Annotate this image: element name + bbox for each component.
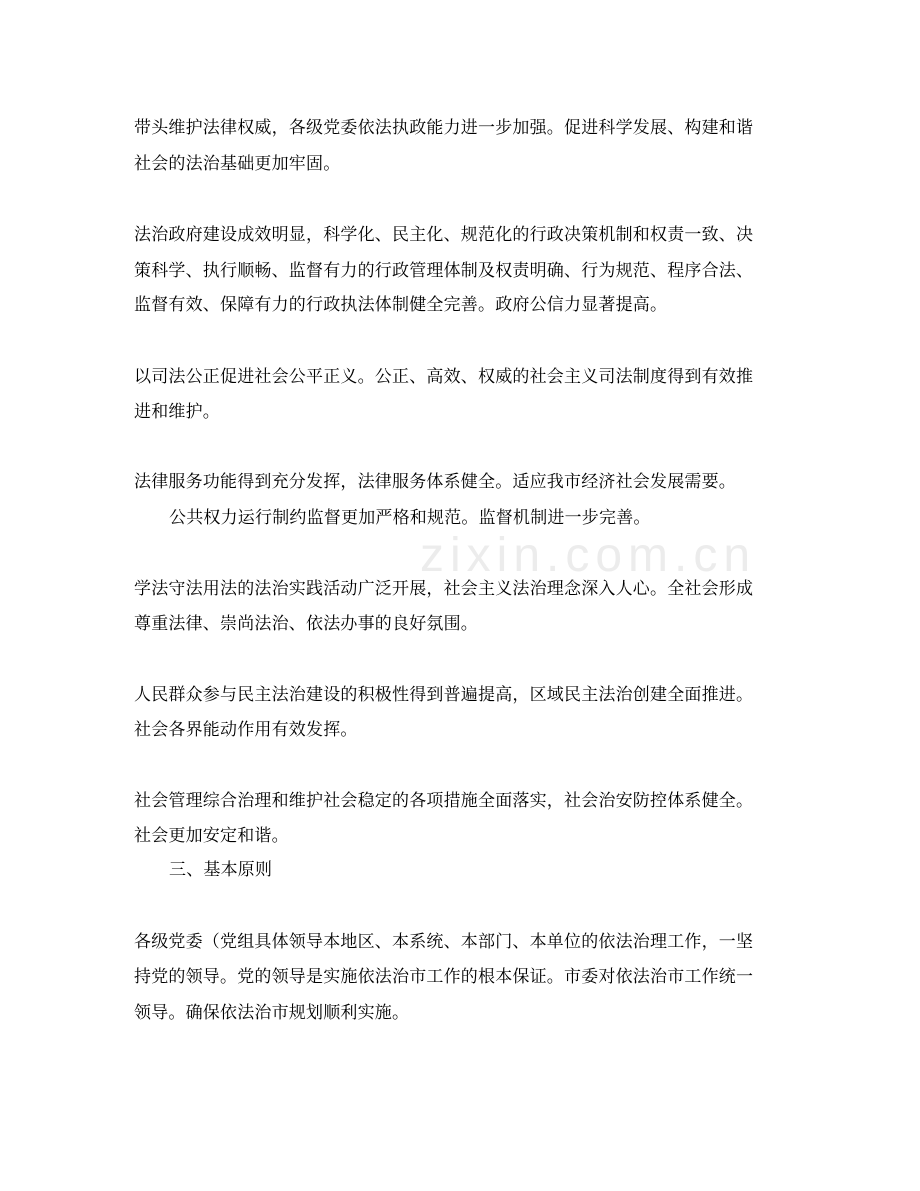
text-line: 持党的领导。党的领导是实施依法治市工作的根本保证。市委对依法治市工作统一 — [134, 967, 754, 987]
text-line: 学法守法用法的法治实践活动广泛开展，社会主义法治理念深入人心。全社会形成 — [134, 579, 754, 599]
text-line: 公共权力运行制约监督更加严格和规范。监督机制进一步完善。 — [169, 508, 651, 528]
watermark: zixin.com.cn — [420, 529, 757, 582]
text-line: 领导。确保依法治市规划顺利实施。 — [134, 1003, 410, 1023]
text-line: 策科学、执行顺畅、监督有力的行政管理体制及权责明确、行为规范、程序合法、 — [134, 261, 754, 281]
text-line: 监督有效、保障有力的行政执法体制健全完善。政府公信力显著提高。 — [134, 295, 668, 315]
text-line: 尊重法律、崇尚法治、依法办事的良好氛围。 — [134, 614, 478, 634]
text-line: 人民群众参与民主法治建设的积极性得到普遍提高，区域民主法治创建全面推进。 — [134, 685, 754, 705]
text-line: 社会的法治基础更加牢固。 — [134, 154, 341, 174]
text-line: 社会管理综合治理和维护社会稳定的各项措施全面落实，社会治安防控体系健全。 — [134, 791, 754, 811]
text-line: 各级党委（党组具体领导本地区、本系统、本部门、本单位的依法治理工作，一坚 — [134, 932, 754, 952]
text-line: 以司法公正促进社会公平正义。公正、高效、权威的社会主义司法制度得到有效推 — [134, 367, 754, 387]
text-line: 社会各界能动作用有效发挥。 — [134, 720, 358, 740]
text-line: 进和维护。 — [134, 402, 220, 422]
text-line: 带头维护法律权威，各级党委依法执政能力进一步加强。促进科学发展、构建和谐 — [134, 118, 754, 138]
text-line: 法治政府建设成效明显，科学化、民主化、规范化的行政决策机制和权责一致、决 — [134, 225, 754, 245]
text-line: 法律服务功能得到充分发挥，法律服务体系健全。适应我市经济社会发展需要。 — [134, 472, 736, 492]
section-heading: 三、基本原则 — [169, 860, 273, 880]
text-line: 社会更加安定和谐。 — [134, 826, 289, 846]
